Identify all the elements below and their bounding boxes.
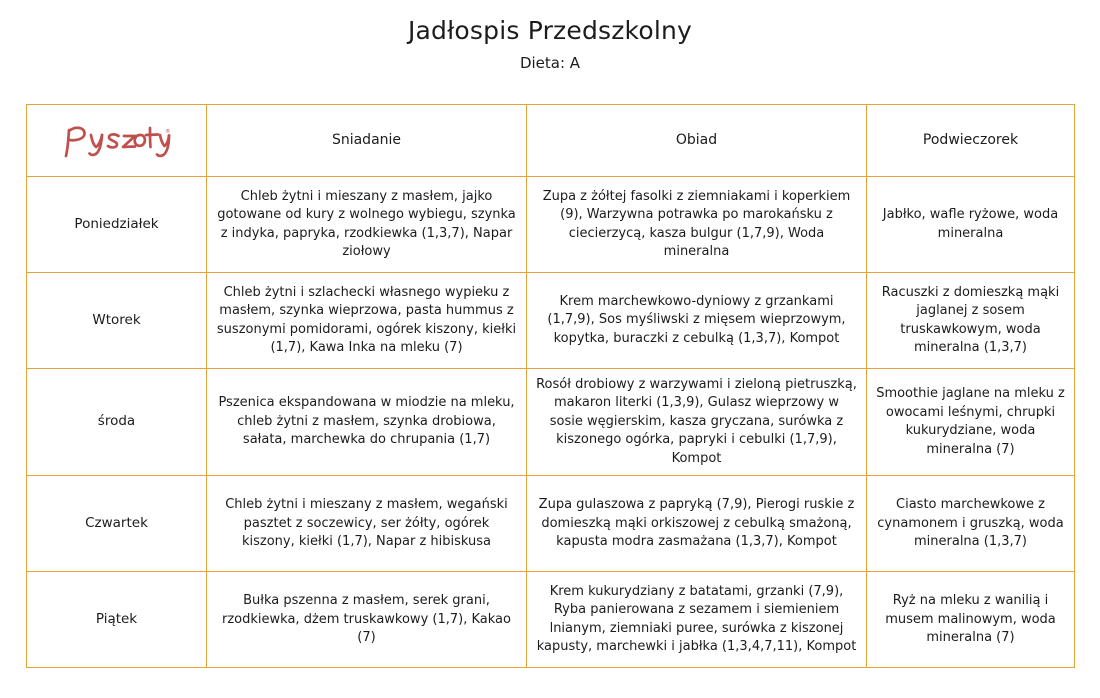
- page-header: [0, 0, 1100, 72]
- meal-text: Chleb żytni i mieszany z masłem, jajko gotowane od kury z wolnego wybiegu, szynka z indyka, papryka, rzodkiewka (1,3,7), Napar ziołowy: [217, 188, 516, 259]
- meal-cell-wednesday-lunch: [527, 369, 867, 476]
- meal-text: Ciasto marchewkowe z cynamonem i gruszką, woda mineralna (1,3,7): [877, 497, 1064, 549]
- meal-text: Ryż na mleku z wanilią i musem malinowym, woda mineralna (7): [885, 593, 1056, 645]
- menu-table-container: [26, 104, 1074, 668]
- day-label: środa: [97, 413, 136, 430]
- day-label: Piątek: [95, 610, 138, 627]
- day-label: Wtorek: [92, 311, 141, 328]
- day-cell-tuesday: [27, 273, 207, 369]
- meal-text: Krem marchewkowo-dyniowy z grzankami (1,7,9), Sos myśliwski z mięsem wieprzowym, kopytka, buraczki z cebulką (1,3,7), Kompot: [547, 293, 846, 346]
- table-row: [27, 273, 1075, 369]
- meal-cell-monday-snack: [867, 177, 1075, 273]
- meal-text: Bułka pszenna z masłem, serek grani, rzodkiewka, dżem truskawkowy (1,7), Kakao (7): [222, 593, 511, 645]
- brand-logo-cell: [27, 105, 207, 177]
- column-header-breakfast-label: Sniadanie: [331, 131, 402, 148]
- meal-cell-thursday-snack: [867, 476, 1075, 572]
- meal-cell-monday-breakfast: [207, 177, 527, 273]
- meal-text: Zupa z żółtej fasolki z ziemniakami i koperkiem (9), Warzywna potrawka po marokańsku z ciecierzycą, kasza bulgur (1,7,9), Woda mineralna: [542, 188, 851, 259]
- meal-cell-tuesday-snack: [867, 273, 1075, 369]
- meal-cell-tuesday-lunch: [527, 273, 867, 369]
- meal-text: Rosół drobiowy z warzywami i zieloną pietruszką, makaron literki (1,3,9), Gulasz wieprzowy w sosie węgierskim, kasza gryczana, surówka z kiszonego ogórka, papryki i cebulki (1,7,9), Kompot: [536, 377, 857, 466]
- meal-cell-thursday-lunch: [527, 476, 867, 572]
- meal-cell-thursday-breakfast: [207, 476, 527, 572]
- table-row: [27, 572, 1075, 668]
- meal-text: Jabłko, wafle ryżowe, woda mineralna: [882, 207, 1059, 241]
- meal-text: Zupa gulaszowa z papryką (7,9), Pierogi ruskie z domieszką mąki orkiszowej z cebulką smażoną, kapusta modra zasmażana (1,3,7), Kompot: [538, 497, 855, 549]
- day-cell-wednesday: [27, 369, 207, 476]
- column-header-breakfast: [207, 105, 527, 177]
- day-cell-friday: [27, 572, 207, 668]
- column-header-snack: [867, 105, 1075, 177]
- day-label: Poniedziałek: [74, 215, 159, 232]
- meal-cell-friday-lunch: [527, 572, 867, 668]
- diet-subtitle: Dieta: A: [519, 54, 581, 72]
- table-row: [27, 369, 1075, 476]
- meal-cell-tuesday-breakfast: [207, 273, 527, 369]
- registered-mark: ®: [164, 128, 170, 135]
- meal-cell-monday-lunch: [527, 177, 867, 273]
- meal-text: Racuszki z domieszką mąki jaglanej z sosem truskawkowym, woda mineralna (1,3,7): [881, 284, 1060, 355]
- page-title: Jadłospis Przedszkolny: [407, 16, 693, 45]
- pyszoty-logo-icon: [62, 120, 172, 162]
- meal-text: Krem kukurydziany z batatami, grzanki (7,9), Ryba panierowana z sezamem i siemieniem lnianym, ziemniaki puree, surówka z kiszonej kapusty, marchewki i jabłka (1,3,4,7,11), Kompot: [536, 583, 857, 655]
- meal-text: Pszenica ekspandowana w miodzie na mleku, chleb żytni z masłem, szynka drobiowa, sałata, marchewka do chrupania (1,7): [218, 395, 515, 448]
- column-header-lunch: [527, 105, 867, 177]
- meal-cell-wednesday-snack: [867, 369, 1075, 476]
- day-cell-thursday: [27, 476, 207, 572]
- meal-text: Chleb żytni i mieszany z masłem, wegański pasztet z soczewicy, ser żółty, ogórek kiszony, kiełki (1,7), Napar z hibiskusa: [225, 497, 508, 549]
- table-row: [27, 476, 1075, 572]
- meal-cell-friday-breakfast: [207, 572, 527, 668]
- column-header-lunch-label: Obiad: [675, 131, 718, 148]
- table-row: [27, 177, 1075, 273]
- day-cell-monday: [27, 177, 207, 273]
- meal-cell-friday-snack: [867, 572, 1075, 668]
- meal-text: Chleb żytni i szlachecki własnego wypieku z masłem, szynka wieprzowa, pasta hummus z suszonymi pomidorami, ogórek kiszony, kiełki (1,7), Kawa Inka na mleku (7): [216, 284, 517, 355]
- weekly-menu-table: [26, 104, 1075, 668]
- column-header-snack-label: Podwieczorek: [922, 131, 1019, 148]
- meal-cell-wednesday-breakfast: [207, 369, 527, 476]
- meal-text: Smoothie jaglane na mleku z owocami leśnymi, chrupki kukurydziane, woda mineralna (7): [876, 386, 1065, 457]
- table-header-row: [27, 105, 1075, 177]
- day-label: Czwartek: [85, 514, 148, 531]
